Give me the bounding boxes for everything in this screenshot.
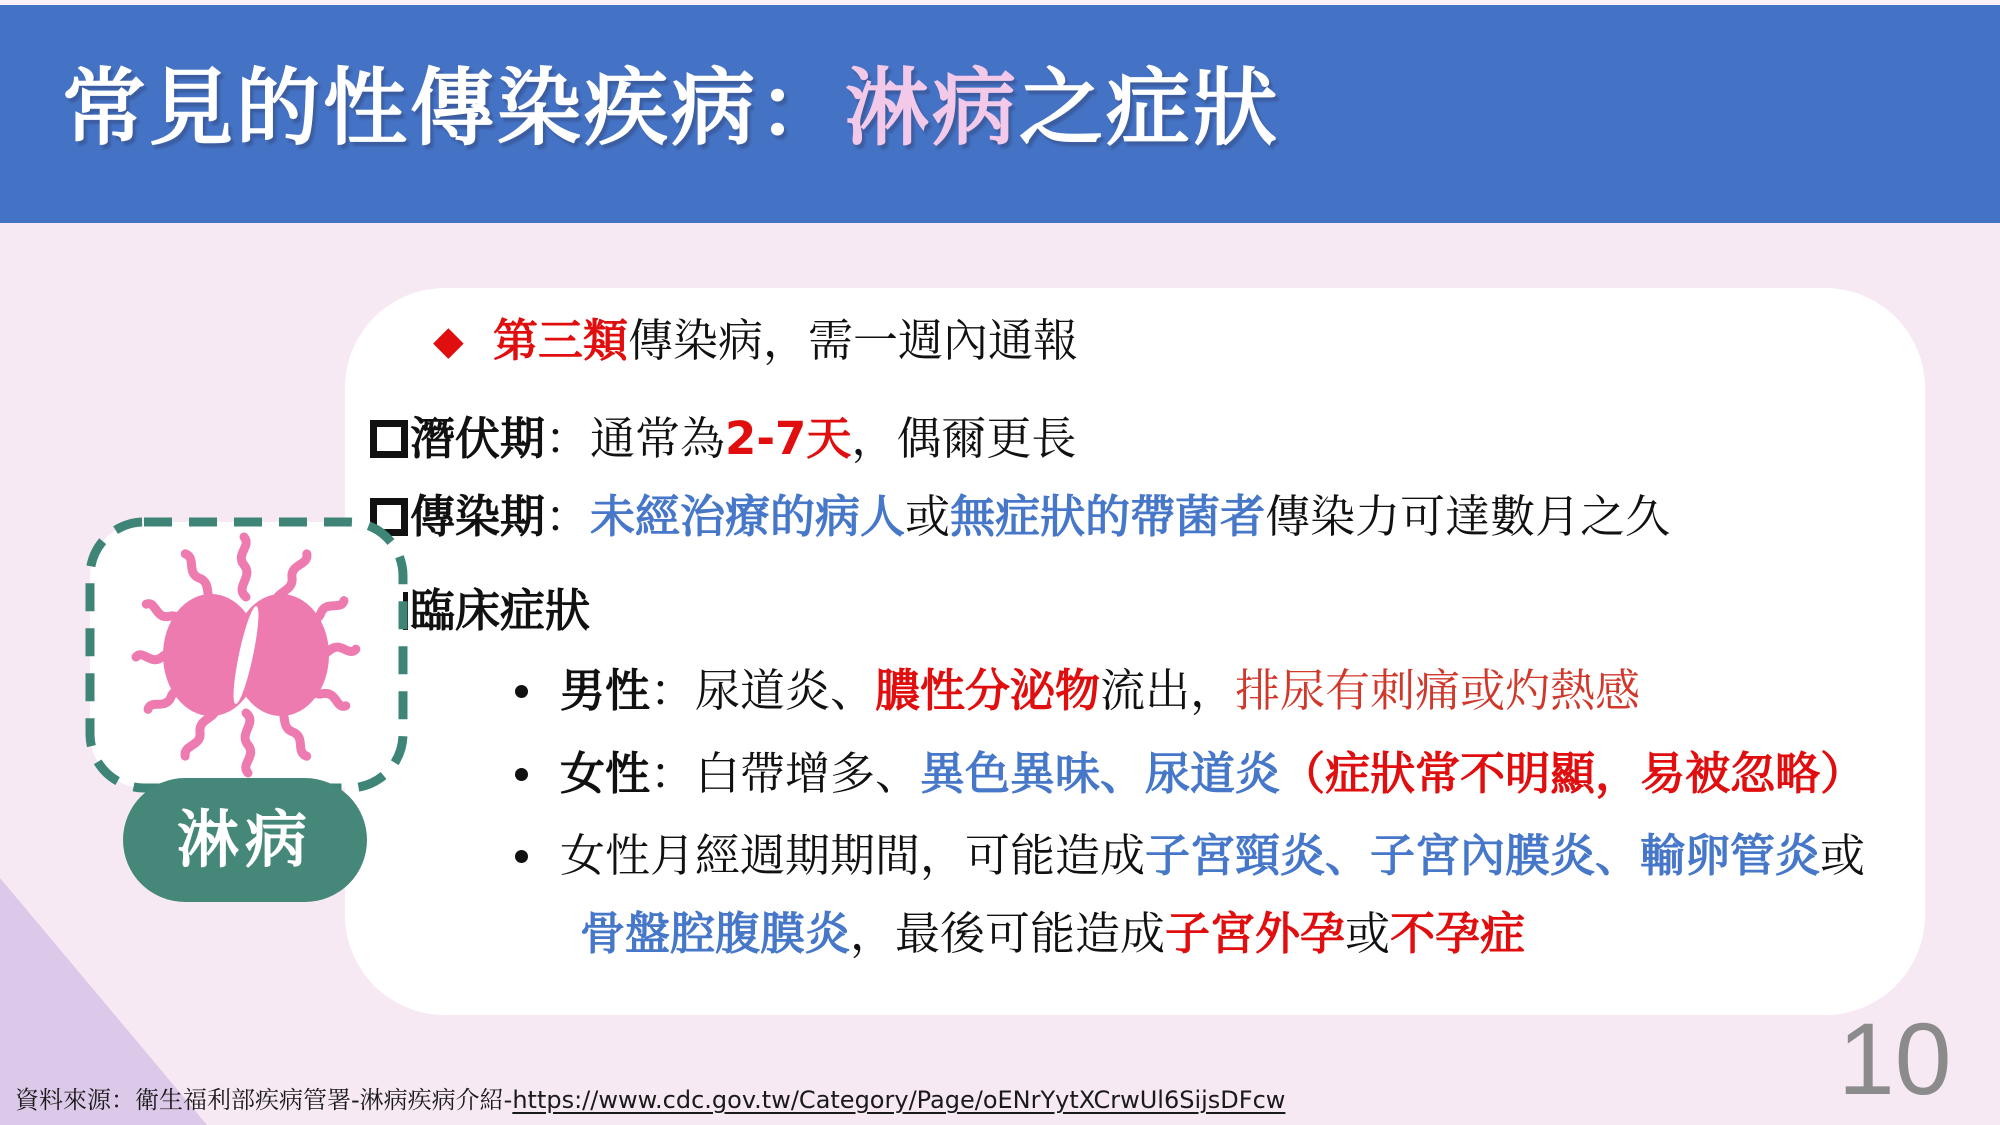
source-citation: [15, 1080, 1285, 1115]
text-segment: 女性: [560, 747, 651, 800]
bullet-line: [410, 408, 1076, 470]
text-segment: 傳染病，需一週內通報: [628, 314, 1079, 367]
text-segment: 男性: [560, 664, 651, 717]
dot-bullet-icon: [515, 768, 528, 781]
page-number: 10: [1838, 1002, 1952, 1116]
text-segment: 臨床症狀: [410, 584, 591, 637]
text-segment: ：: [545, 490, 591, 543]
text-segment: 或: [1345, 907, 1391, 960]
title-suffix: 之症狀: [1019, 59, 1281, 157]
bullet-line: [410, 486, 1670, 548]
text-segment: 潛伏期: [410, 412, 546, 465]
text-segment: 尿道炎、: [695, 664, 876, 717]
source-url-link[interactable]: https://www.cdc.gov.tw/Category/Page/oENrYytXCrwUl6SijsDFcw: [512, 1086, 1286, 1114]
text-segment: 未經治療的病人: [590, 490, 906, 543]
dot-bullet-icon: [515, 685, 528, 698]
text-segment: ：: [650, 747, 696, 800]
text-segment: 子宮外孕: [1165, 907, 1346, 960]
text-segment: 排尿有刺痛或灼熱感: [1235, 664, 1641, 717]
bacteria-illustration: [85, 517, 408, 793]
bullet-line: [410, 580, 590, 642]
dot-bullet-icon: [515, 850, 528, 863]
text-segment: 流出，: [1100, 664, 1236, 717]
text-segment: 或: [1820, 829, 1866, 882]
text-segment: 無症狀的帶菌者: [950, 490, 1266, 543]
text-segment: 傳染力可達數月之久: [1265, 490, 1671, 543]
page-title: [62, 41, 1280, 162]
text-segment: ：: [650, 664, 696, 717]
text-segment: 骨盤腔腹膜炎: [580, 907, 851, 960]
text-segment: （症狀常不明顯，易被忽略）: [1280, 747, 1866, 800]
bullet-line: [580, 903, 1525, 965]
text-segment: 或: [905, 490, 951, 543]
text-segment: 2-7天: [725, 412, 852, 465]
bullet-line: [560, 743, 1865, 805]
diamond-bullet-icon: ◆: [433, 318, 464, 364]
square-bullet-icon: [370, 420, 408, 458]
bullet-line: [433, 310, 1079, 372]
bullet-line: [560, 660, 1640, 722]
text-segment: 女性月經週期期間，可能造成: [560, 829, 1146, 882]
text-segment: 傳染期: [410, 490, 546, 543]
disease-label-pill: [123, 778, 367, 902]
text-segment: ，偶爾更長: [851, 412, 1077, 465]
bacteria-illustration-box: [85, 517, 408, 793]
source-text: 資料來源：衛生福利部疾病管署-淋病疾病介紹-: [15, 1086, 513, 1114]
text-segment: 第三類: [493, 314, 629, 367]
bullet-line: [560, 825, 1865, 887]
text-segment: 不孕症: [1390, 907, 1526, 960]
text-segment: 子宮頸炎、子宮內膜炎、輸卵管炎: [1145, 829, 1821, 882]
slide-header: [0, 5, 2000, 223]
text-segment: ：通常為: [545, 412, 726, 465]
content-card: [345, 288, 1925, 1015]
text-segment: ，最後可能造成: [850, 907, 1166, 960]
disease-label: 淋病: [176, 803, 313, 876]
title-highlight: 淋病: [845, 59, 1020, 157]
text-segment: 膿性分泌物: [875, 664, 1101, 717]
text-segment: 白帶增多、: [695, 747, 921, 800]
text-segment: 異色異味、尿道炎: [920, 747, 1281, 800]
title-prefix: 常見的性傳染疾病：: [62, 59, 846, 157]
